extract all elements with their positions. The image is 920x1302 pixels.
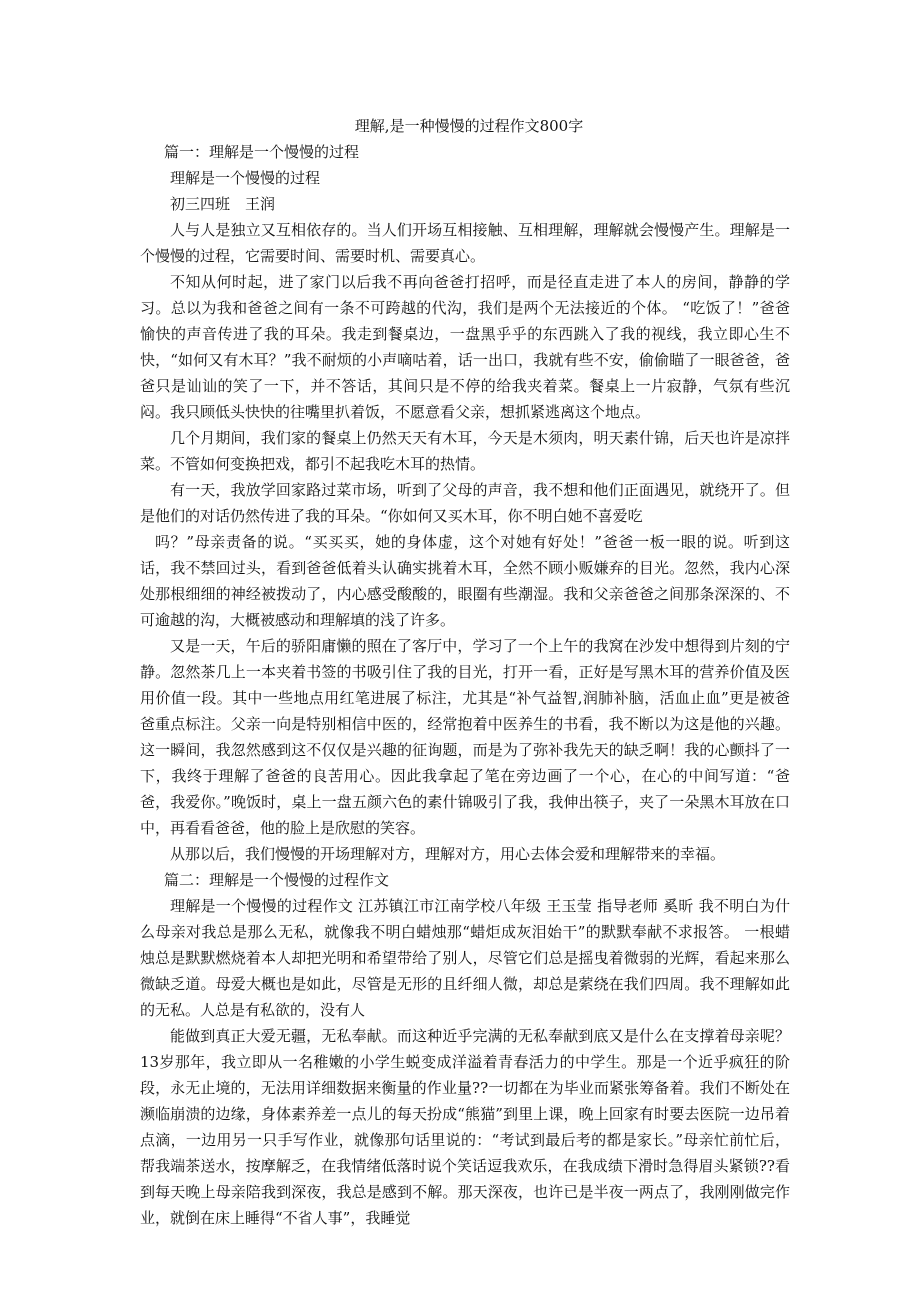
paragraph: 又是一天，午后的骄阳庸懒的照在了客厅中，学习了一个上午的我窝在沙发中想得到片刻的宁静。忽然茶几上一本夹着书签的书吸引住了我的目光，打开一看，正好是写黑木耳的营养价值及医用价值一段。其中一些地点用红笔进展了标注，尤其是“补气益智,润肺补脑，活血止血”更是被爸爸重点标注。父亲一向是特别相信中医的，经常抱着中医养生的书看，我不断以为这是他的兴趣。这一瞬间，我忽然感到这不仅仅是兴趣的征询题，而是为了弥补我先天的缺乏啊！我的心颤抖了一下，我终于理解了爸爸的良苦用心。因此我拿起了笔在旁边画了一个心，在心的中间写道：“爸爸，我爱你。”晚饭时，桌上一盘五颜六色的素什锦吸引了我，我伸出筷子，夹了一朵黑木耳放在口中，再看看爸爸，他的脸上是欣慰的笑容。 bbox=[140, 637, 790, 837]
essay-title-1: 理解是一个慢慢的过程 bbox=[170, 169, 321, 187]
paragraph: 理解是一个慢慢的过程作文 江苏镇江市江南学校八年级 王玉莹 指导老师 奚昕 我不明白为什么母亲对我总是那么无私，就像我不明白蜡烛那“蜡炬成灰泪始干”的默默奉献不求报答。 一根蜡烛总是默默燃烧着本人却把光明和希望带给了别人，尽管它们总是摇曳着微弱的光辉，看起来那么微缺乏道。母爱大概也是如此，尽管是无形的且纤细人微，却总是萦绕在我们四周。我不理解如此的无私。人总是有私欲的，没有人 bbox=[140, 897, 790, 1019]
document-body bbox=[140, 113, 790, 1231]
essay-author-1: 初三四班 王润 bbox=[170, 195, 276, 213]
document-title: 理解,是一种慢慢的过程作文800字 bbox=[354, 117, 584, 135]
paragraph: 能做到真正大爱无疆，无私奉献。而这种近乎完满的无私奉献到底又是什么在支撑着母亲呢？ 13岁那年，我立即从一名稚嫩的小学生蜕变成洋溢着青春活力的中学生。那是一个近乎疯狂的阶段，永无止境的，无法用详细数据来衡量的作业量??一切都在为毕业而紧张筹备着。我们不断处在濒临崩溃的边缘，身体素养差一点儿的每天扮成“熊猫”到里上课，晚上回家有时要去医院一边吊着点滴，一边用另一只手写作业，就像那句话里说的：“考试到最后考的都是家长。”母亲忙前忙后，帮我端茶送水，按摩解乏，在我情绪低落时说个笑话逗我欢乐，在我成绩下滑时急得眉头紧锁??看到每天晚上母亲陪我到深夜，我总是感到不解。那天深夜，也许已是半夜一两点了，我刚刚做完作业，就倒在床上睡得“不省人事”，我睡觉 bbox=[140, 1027, 790, 1227]
paragraph: 吗？”母亲责备的说。“买买买，她的身体虚，这个对她有好处！”爸爸一板一眼的说。听到这话，我不禁回过头，看到爸爸低着头认确实挑着木耳，全然不顾小贩嫌弃的目光。忽然，我内心深处那根细细的神经被拨动了，内心感受酸酸的，眼圈有些潮湿。我和父亲爸爸之间那条深深的、不可逾越的沟，大概被感动和理解填的浅了许多。 bbox=[140, 533, 790, 629]
paragraph: 人与人是独立又互相依存的。当人们开场互相接触、互相理解，理解就会慢慢产生。理解是一个慢慢的过程，它需要时间、需要时机、需要真心。 bbox=[140, 221, 790, 265]
paragraph: 不知从何时起，进了家门以后我不再向爸爸打招呼，而是径直走进了本人的房间，静静的学习。总以为我和爸爸之间有一条不可跨越的代沟，我们是两个无法接近的个体。 “吃饭了！”爸爸愉快的声音传进了我的耳朵。我走到餐桌边，一盘黑乎乎的东西跳入了我的视线，我立即心生不快，“如何又有木耳？”我不耐烦的小声嘀咕着，话一出口，我就有些不安，偷偷瞄了一眼爸爸，爸爸只是讪讪的笑了一下，并不答话，其间只是不停的给我夹着菜。餐桌上一片寂静，气氛有些沉闷。我只顾低头快快的往嘴里扒着饭，不愿意看父亲，想抓紧逃离这个地点。 bbox=[140, 273, 790, 421]
section-heading-2: 篇二：理解是一个慢慢的过程作文 bbox=[164, 871, 390, 889]
paragraph: 几个月期间，我们家的餐桌上仍然天天有木耳，今天是木须肉，明天素什锦，后天也许是凉拌菜。不管如何变换把戏，都引不起我吃木耳的热情。 bbox=[140, 429, 790, 473]
section-heading-1: 篇一：理解是一个慢慢的过程 bbox=[164, 143, 360, 161]
paragraph: 有一天，我放学回家路过菜市场，听到了父母的声音，我不想和他们正面遇见，就绕开了。但是他们的对话仍然传进了我的耳朵。“你如何又买木耳，你不明白她不喜爱吃 bbox=[140, 481, 790, 525]
paragraph: 从那以后，我们慢慢的开场理解对方，理解对方，用心去体会爱和理解带来的幸福。 bbox=[170, 845, 726, 863]
